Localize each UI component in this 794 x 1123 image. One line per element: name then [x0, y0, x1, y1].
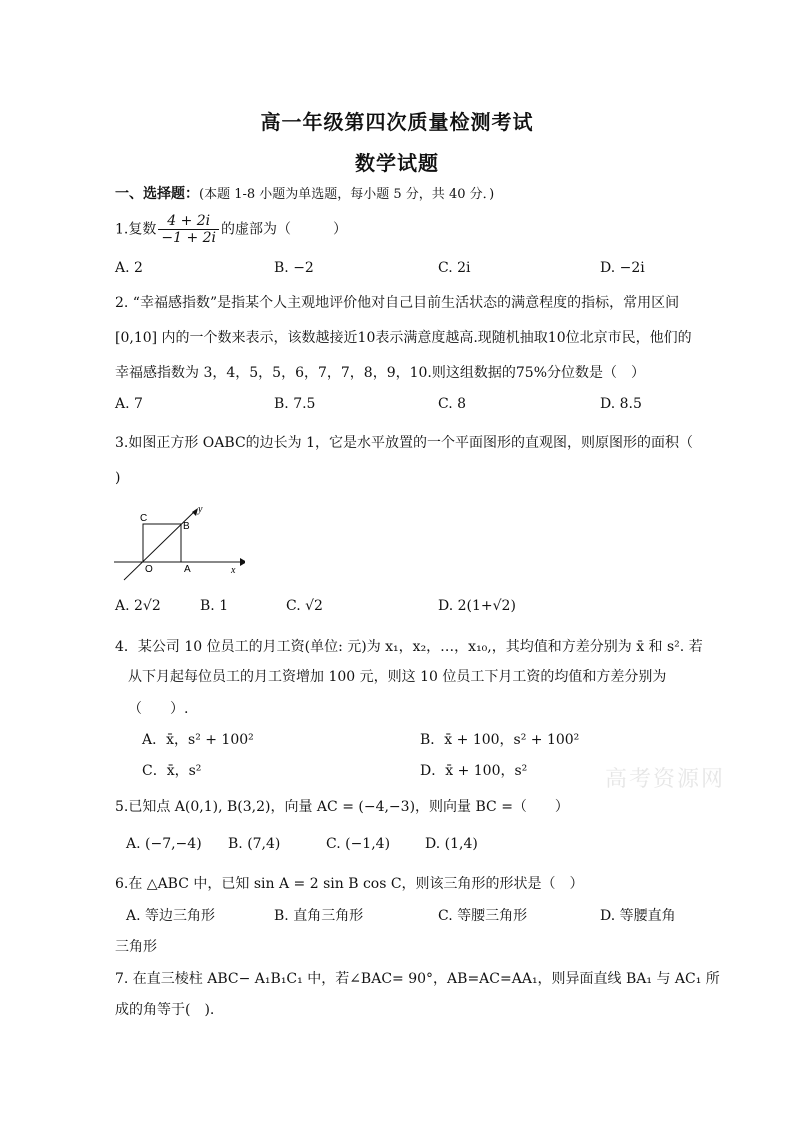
q5-option-c: C. (−1,4) — [326, 836, 391, 852]
q1-fraction — [158, 213, 219, 246]
section-heading — [115, 183, 494, 203]
q3-line-1: 3.如图正方形 OABC的边长为 1，它是水平放置的一个平面图形的直观图，则原图形的面积（ — [115, 435, 694, 451]
q1-fraction-numerator: 4 + 2i — [158, 213, 219, 230]
q7-line-2: 成的角等于( ). — [115, 1002, 215, 1018]
q2-line-2: [0,10] 内的一个数来表示，该数越接近10表示满意度越高.现随机抽取10位北京市民，他们的 — [115, 330, 692, 346]
label-y: y — [198, 504, 203, 515]
q4-option-d: D．x̄ + 100，s² — [420, 763, 528, 779]
q4-option-b: B．x̄ + 100，s² + 100² — [420, 732, 580, 748]
label-a: A — [184, 564, 191, 575]
label-b: B — [183, 521, 190, 532]
q3-option-a: A. 2√2 — [115, 598, 161, 614]
q6-option-d-wrap: 三角形 — [115, 939, 157, 955]
q3-line-2: ) — [115, 470, 121, 486]
q4-line-3: （ ）. — [128, 701, 189, 717]
label-o: O — [145, 564, 153, 575]
q1-prefix: 1.复数 — [115, 221, 157, 238]
q3-option-c: C. √2 — [286, 598, 323, 614]
q6-line-1: 6.在 △ABC 中，已知 sin A = 2 sin B cos C，则该三角形的形状是（ ） — [115, 876, 584, 892]
q3-square-figure — [110, 500, 245, 585]
q1-option-a: A. 2 — [115, 260, 143, 276]
q5-option-a: A. (−7,−4) — [126, 836, 202, 852]
q2-line-1: 2. “幸福感指数”是指某个人主观地评价他对自己目前生活状态的满意程度的指标，常用区间 — [115, 295, 680, 311]
q4-line-1: 4．某公司 10 位员工的月工资(单位: 元)为 x₁，x₂，…，x₁₀,，其均值和方差分别为 x̄ 和 s². 若 — [115, 639, 703, 655]
q2-option-d: D. 8.5 — [600, 396, 642, 412]
page-title: 高一年级第四次质量检测考试 — [260, 110, 534, 134]
q3-option-b: B. 1 — [200, 598, 229, 614]
q1-option-c: C. 2i — [438, 260, 471, 276]
q2-option-b: B. 7.5 — [274, 396, 316, 412]
q1-option-b: B. −2 — [274, 260, 314, 276]
page-subtitle: 数学试题 — [355, 151, 439, 175]
q1-option-d: D. −2i — [600, 260, 645, 276]
q4-option-a: A．x̄，s² + 100² — [142, 732, 254, 748]
q3-option-d: D. 2(1+√2) — [438, 598, 516, 614]
q5-line-1: 5.已知点 A(0,1), B(3,2)，向量 AC = (−4,−3)，则向量 BC =（ ） — [115, 799, 569, 815]
q1-suffix: 的虚部为（ ） — [221, 221, 348, 238]
q1-fraction-denominator: −1 + 2i — [161, 230, 217, 246]
x-axis-arrow-icon — [240, 558, 245, 566]
q2-line-3: 幸福感指数为 3，4，5，5，6，7，7，8，9，10.则这组数据的75%分位数是（ ） — [115, 365, 645, 381]
q5-option-d: D. (1,4) — [425, 836, 478, 852]
section-label: 一、选择题： — [115, 186, 199, 202]
q7-line-1: 7. 在直三棱柱 ABC− A₁B₁C₁ 中，若∠BAC= 90°，AB=AC=AA₁，则异面直线 BA₁ 与 AC₁ 所 — [115, 971, 720, 987]
q6-option-a: A. 等边三角形 — [126, 908, 216, 924]
label-x: x — [231, 565, 236, 576]
watermark: 高考资源网 — [605, 767, 726, 792]
q6-option-b: B. 直角三角形 — [274, 908, 364, 924]
q2-option-c: C. 8 — [438, 396, 467, 412]
q4-option-c: C．x̄，s² — [142, 763, 202, 779]
label-c: C — [140, 513, 148, 524]
section-note: (本题 1-8 小题为单选题，每小题 5 分，共 40 分．) — [199, 187, 495, 202]
question-1 — [115, 213, 347, 246]
q4-line-2: 从下月起每位员工的月工资增加 100 元，则这 10 位员工下月工资的均值和方差分别为 — [128, 669, 667, 685]
q2-option-a: A. 7 — [115, 396, 143, 412]
q6-option-d: D. 等腰直角 — [600, 908, 676, 924]
q5-option-b: B. (7,4) — [228, 836, 281, 852]
q6-option-c: C. 等腰三角形 — [438, 908, 528, 924]
